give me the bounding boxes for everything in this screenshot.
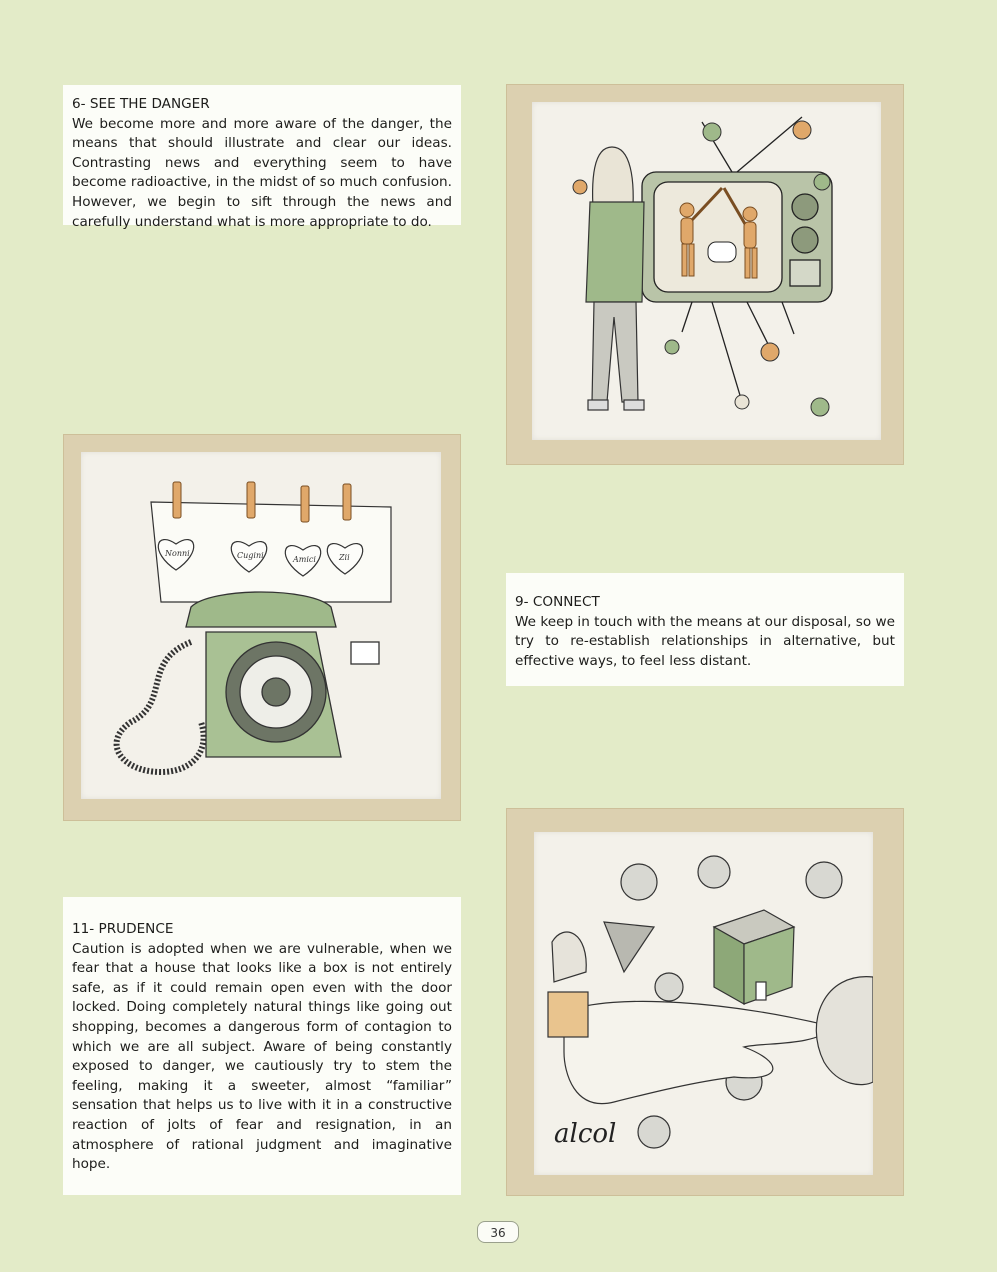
section-see-the-danger <box>63 85 461 230</box>
artwork-phone <box>81 452 441 799</box>
section-connect <box>506 573 904 686</box>
artwork-hand <box>534 832 873 1175</box>
section-prudence <box>63 897 461 1195</box>
artwork-hand-frame <box>506 808 904 1196</box>
hand-embroidery-illustration <box>534 832 873 1175</box>
heart-label-4: Zii <box>339 553 350 562</box>
section-title: 9- CONNECT <box>515 594 600 610</box>
section-title: 11- PRUDENCE <box>72 921 174 937</box>
section-title: 6- SEE THE DANGER <box>72 96 210 112</box>
heart-label-3: Amici <box>293 555 316 564</box>
section-body: We become more and more aware of the danger, the means that should illustrate and clear our ideas. Contrasting news and everything seem to have become radioactive, in the midst of so much confusion. However, we begin to sift through the news and carefully understand what is more appropriate to do. <box>72 115 452 230</box>
artwork-tv <box>532 102 881 440</box>
heart-label-2: Cugini <box>237 551 264 560</box>
section-body: Caution is adopted when we are vulnerable, when we fear that a house that looks like a box is not entirely safe, as if it could remain open even with the door locked. Doing completely natural things like going out shopping, becomes a dangerous form of contagion to which we are all subject. Aware of being constantly exposed to danger, we cautiously try to stem the feeling, making it a sweeter, almost “familiar” sensation that helps us to live with it in a constructive reaction of jolts of fear and resignation, in an atmosphere of rational judgment and imaginative hope. <box>72 940 452 1173</box>
heart-label-1: Nonni <box>165 549 190 558</box>
alcol-label: alcol <box>554 1119 617 1149</box>
phone-embroidery-illustration <box>81 452 441 799</box>
tv-embroidery-illustration <box>532 102 881 440</box>
section-body: We keep in touch with the means at our disposal, so we try to re-establish relationships in alternative, but effective ways, to feel less distant. <box>515 613 895 669</box>
artwork-tv-frame <box>506 84 904 465</box>
page-number: 36 <box>477 1221 519 1243</box>
artwork-phone-frame <box>63 434 461 821</box>
